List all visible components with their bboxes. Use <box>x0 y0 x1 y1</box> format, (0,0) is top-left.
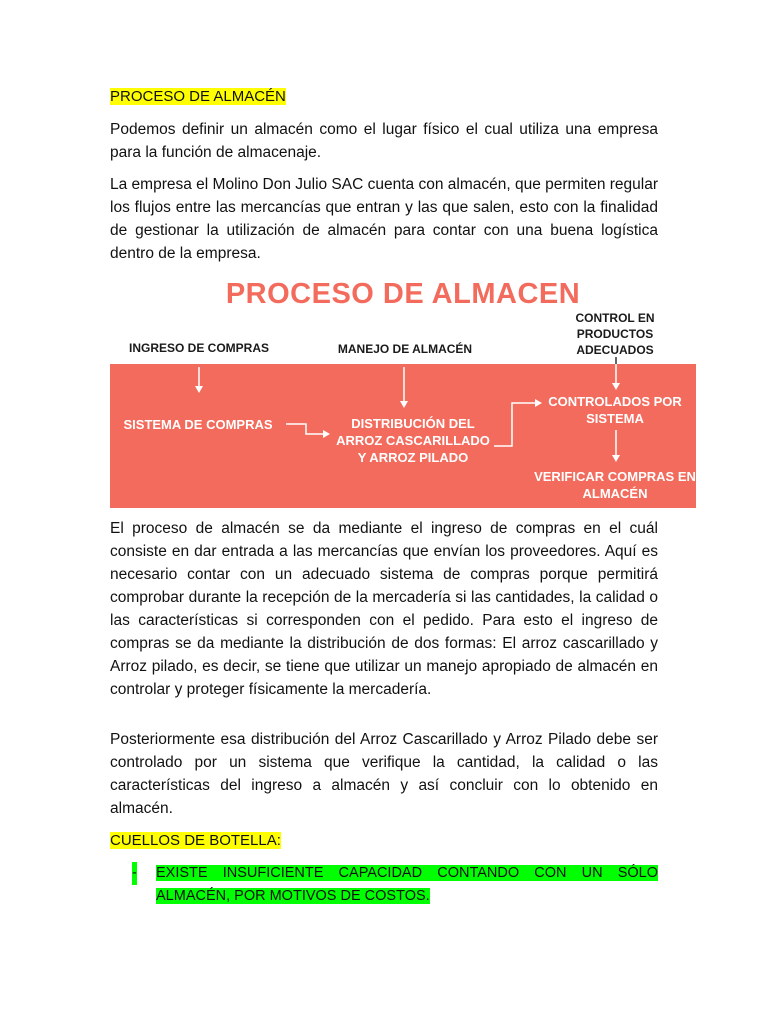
paragraph-process: El proceso de almacén se da mediante el ingreso de compras en el cuál consiste en dar entrada a las mercancías que envían los proveedores. Aquí es necesario contar con un adecuado sistema de compras porque permitirá comprobar durante la recepción de la mercadería si las cantidades, la calidad o las características si corresponden con el pedido. Para esto el ingreso de compras se da mediante la distribución de dos formas: El arroz cascarillado y Arroz pilado, es decir, se tiene que utilizar un manejo apropiado de almacén en controlar y proteger físicamente la mercadería. <box>110 520 658 698</box>
bottleneck-heading-text: CUELLOS DE BOTELLA: <box>110 832 281 849</box>
bullet-dash: - <box>132 862 137 885</box>
heading-text: PROCESO DE ALMACÉN <box>110 88 286 105</box>
arrow-distribucion-to-controlados <box>494 403 536 446</box>
bullet-line-1: EXISTE INSUFICIENTE CAPACIDAD CONTANDO CON UN SÓLO <box>156 865 658 881</box>
bullet-item <box>134 862 658 908</box>
box-sistema-compras: SISTEMA DE COMPRAS <box>123 417 273 432</box>
paragraph-company: La empresa el Molino Don Julio SAC cuenta con almacén, que permiten regular los flujos entre las mercancías que entran y las que salen, esto con la finalidad de gestionar la utilización de almacén para contar con una buena logística dentro de la empresa. <box>110 176 658 262</box>
bullet-line-2: ALMACÉN, POR MOTIVOS DE COSTOS. <box>156 888 430 904</box>
label-manejo-almacen: MANEJO DE ALMACÉN <box>337 342 473 356</box>
label-control-productos: CONTROL EN PRODUCTOS ADECUADOS <box>575 311 655 357</box>
paragraph-definition: Podemos definir un almacén como el lugar físico el cual utiliza una empresa para la función de almacenaje. <box>110 121 658 161</box>
label-ingreso-compras: INGRESO DE COMPRAS <box>128 341 269 355</box>
process-diagram <box>110 272 696 508</box>
bottleneck-heading <box>110 831 281 850</box>
box-verificar: VERIFICAR COMPRAS EN ALMACÉN <box>534 469 696 501</box>
paragraph-control: Posteriormente esa distribución del Arroz Cascarillado y Arroz Pilado debe ser controlado por un sistema que verifique la cantidad, la calidad o las características del ingreso a almacén y así concluir con lo obtenido en almacén. <box>110 731 658 817</box>
box-controlados: CONTROLADOS POR SISTEMA <box>548 394 682 426</box>
box-distribucion: DISTRIBUCIÓN DEL ARROZ CASCARILLADO Y ARROZ PILADO <box>336 416 490 465</box>
arrow-sistema-to-distribucion <box>286 424 324 434</box>
diagram-title: PROCESO DE ALMACEN <box>225 278 581 310</box>
section-heading <box>110 87 286 106</box>
